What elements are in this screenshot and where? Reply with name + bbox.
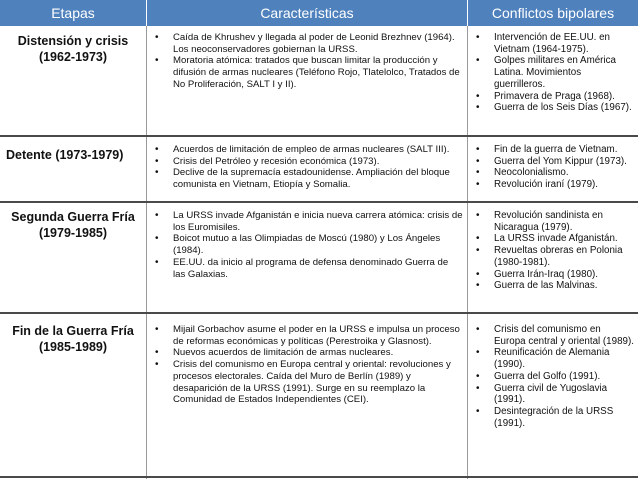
list-item: • Moratoria atómica: tratados que buscan limitar la producción y difusión de armas nucleares (Teléfono Rojo, Tlatelolco, Tratados de No Proliferación, SALT I y II).: [153, 55, 463, 90]
stage-name: Detente (1973-1979): [6, 148, 124, 162]
caracteristicas-list: [147, 137, 467, 191]
list-item: • Fin de la guerra de Vietnam.: [474, 144, 634, 156]
list-item: • Revolución iraní (1979).: [474, 179, 634, 191]
list-item: • La URSS invade Afganistán e inicia nueva carrera atómica: crisis de los Euromisiles.: [153, 210, 463, 233]
row-divider: [0, 476, 638, 478]
list-item: • Guerra Irán-Iraq (1980).: [474, 269, 634, 281]
conflictos-list: [468, 137, 638, 191]
conflictos-list: [468, 27, 638, 114]
list-item: • Boicot mutuo a las Olimpiadas de Moscú (1980) y Los Ángeles (1984).: [153, 233, 463, 256]
stage-cell: [0, 27, 146, 135]
caracteristicas-cell: [147, 137, 467, 199]
table-row: [0, 27, 638, 135]
list-item: • La URSS invade Afganistán.: [474, 233, 634, 245]
caracteristicas-list: [147, 203, 467, 280]
list-item: • Crisis del comunismo en Europa central y oriental: revoluciones y procesos electorales. Caída del Muro de Berlín (1989) y desaparición de la URSS (1991). Surge en su reemplazo la Comunidad de Estados Independientes (CEI).: [153, 359, 463, 406]
list-item: • Mijail Gorbachov asume el poder en la URSS e impulsa un proceso de reformas económicas y políticas (Perestroika y Glasnost).: [153, 324, 463, 347]
table-row: [0, 314, 638, 474]
list-item: • Guerra de los Seis Días (1967).: [474, 102, 634, 114]
list-item: • Nuevos acuerdos de limitación de armas nucleares.: [153, 347, 463, 359]
stage-years: (1962-1973): [38, 50, 108, 64]
stage-name: Fin de la Guerra Fría: [12, 324, 134, 338]
list-item: • Golpes militares en América Latina. Movimientos guerrilleros.: [474, 55, 634, 90]
stage-name: Distensión y crisis: [17, 34, 129, 48]
list-item: • Crisis del comunismo en Europa central y oriental (1989).: [474, 324, 634, 347]
caracteristicas-list: [147, 27, 467, 91]
list-item: • Desintegración de la URSS (1991).: [474, 406, 634, 429]
stage-name: Segunda Guerra Fría: [11, 210, 135, 224]
table-row: [0, 203, 638, 311]
stage-years: (1979-1985): [38, 226, 108, 240]
list-item: • Declive de la supremacía estadounidense. Ampliación del bloque comunista en Vietnam, Etiopía y Somalia.: [153, 167, 463, 190]
list-item: • Guerra civil de Yugoslavia (1991).: [474, 383, 634, 406]
list-item: • Guerra de las Malvinas.: [474, 280, 634, 292]
stage-cell: [0, 137, 146, 199]
stage-cell: [0, 203, 146, 311]
header-etapas: Etapas: [0, 0, 146, 26]
caracteristicas-list: [147, 314, 467, 406]
caracteristicas-cell: [147, 203, 467, 311]
list-item: • Revolución sandinista en Nicaragua (1979).: [474, 210, 634, 233]
conflictos-cell: [468, 137, 638, 199]
list-item: • Neocolonialismo.: [474, 167, 634, 179]
list-item: • EE.UU. da inicio al programa de defensa denominado Guerra de las Galaxias.: [153, 257, 463, 280]
list-item: • Reunificación de Alemania (1990).: [474, 347, 634, 370]
stage-years: (1985-1989): [38, 340, 108, 354]
list-item: • Guerra del Yom Kippur (1973).: [474, 156, 634, 168]
list-item: • Intervención de EE.UU. en Vietnam (1964-1975).: [474, 32, 634, 55]
list-item: • Caída de Khrushev y llegada al poder de Leonid Brezhnev (1964). Los neoconservadores gobiernan la URSS.: [153, 32, 463, 55]
header-caracteristicas: Características: [147, 0, 467, 26]
caracteristicas-cell: [147, 314, 467, 474]
header-conflictos: Conflictos bipolares: [468, 0, 638, 26]
list-item: • Guerra del Golfo (1991).: [474, 371, 634, 383]
list-item: • Acuerdos de limitación de empleo de armas nucleares (SALT III).: [153, 144, 463, 156]
conflictos-cell: [468, 314, 638, 474]
list-item: • Primavera de Praga (1968).: [474, 91, 634, 103]
conflictos-cell: [468, 27, 638, 135]
stage-cell: [0, 314, 146, 474]
table-row: [0, 137, 638, 199]
conflictos-list: [468, 314, 638, 429]
conflictos-cell: [468, 203, 638, 311]
caracteristicas-cell: [147, 27, 467, 135]
list-item: • Revueltas obreras en Polonia (1980-1981).: [474, 245, 634, 268]
conflictos-list: [468, 203, 638, 292]
list-item: • Crisis del Petróleo y recesión económica (1973).: [153, 156, 463, 168]
